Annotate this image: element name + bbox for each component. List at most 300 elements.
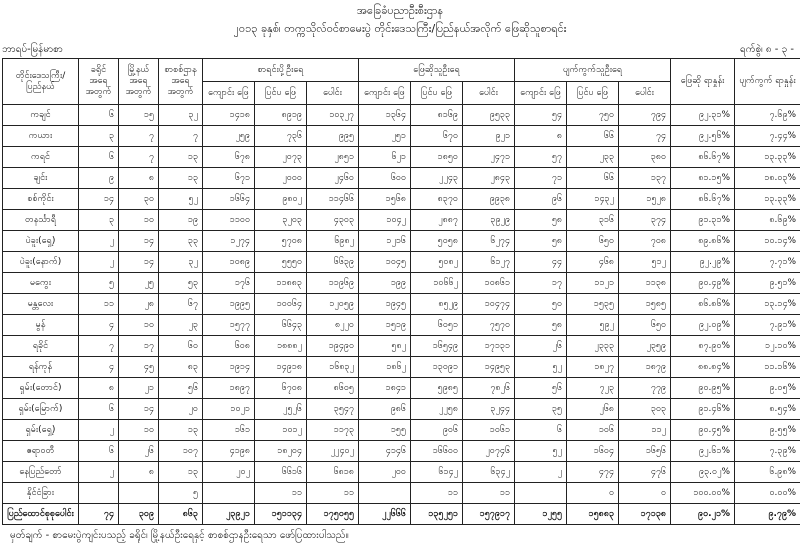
value-cell: ၈၉.၈၆% — [671, 231, 735, 252]
value-cell: ၆၇၀ — [411, 126, 463, 147]
value-cell: ၅၂ — [515, 357, 567, 378]
value-cell: ၁၃.၁၄% — [735, 294, 800, 315]
value-cell: ၂ — [515, 462, 567, 483]
value-cell: ၆၃၄၂ — [463, 462, 515, 483]
value-cell: ၈၃ — [159, 357, 203, 378]
value-cell: ၂၃ — [159, 315, 203, 336]
value-cell: ၇၀၈ — [619, 231, 671, 252]
value-cell: ၁၀ — [119, 315, 159, 336]
value-cell: ၉.၇၉% — [735, 504, 800, 525]
value-cell: ၂၀ — [159, 399, 203, 420]
table-row — [3, 483, 800, 504]
header-districts: ခရိုင် အရေ အတွက် — [79, 59, 119, 105]
value-cell: ၁၁ — [463, 483, 515, 504]
value-cell: ၂၄၇၁ — [463, 147, 515, 168]
value-cell: ၉၀.၉၅% — [671, 378, 735, 399]
value-cell: ၁၅၁၉ — [359, 315, 411, 336]
report-title: ၂၀၁၃ ခုနှစ်၊ တက္ကသိုလ်ဝင်စာမေးပွဲ တိုင်းဒေသကြီး/ပြည်နယ်အလိုက် ဖြေဆိုသူစာရင်း — [233, 22, 567, 35]
value-cell: ၁၀၈၉ — [203, 252, 255, 273]
value-cell: ၅၈ — [515, 231, 567, 252]
region-cell: ကယား — [3, 126, 79, 147]
value-cell: ၄၃၀၃ — [307, 210, 359, 231]
value-cell: ၉၂.၂၉% — [671, 252, 735, 273]
table-row — [3, 420, 800, 441]
value-cell: ၇၁ — [515, 168, 567, 189]
header-region: တိုင်းဒေသကြီး/ ပြည်နယ် — [3, 59, 79, 105]
value-cell: ၁၇၅၀၅၅ — [307, 504, 359, 525]
value-cell: ၅၀၅၈ — [411, 231, 463, 252]
value-cell: ၁၀၄၅ — [359, 252, 411, 273]
value-cell: ၅၂ — [515, 441, 567, 462]
value-cell: ၉၀.၄၅% — [671, 420, 735, 441]
value-cell: ၁၀၄၂ — [359, 210, 411, 231]
value-cell: ၈၅၂၉ — [411, 294, 463, 315]
value-cell: ၉၁.၄၆% — [671, 399, 735, 420]
value-cell: ၁၄၃၂ — [567, 189, 619, 210]
value-cell: ၆၀၈ — [203, 336, 255, 357]
table-row — [3, 357, 800, 378]
value-cell: ၅၃ — [159, 273, 203, 294]
value-cell: ၂၃၅၉ — [619, 336, 671, 357]
value-cell: ၁၀၁၂ — [255, 420, 307, 441]
value-cell: ၂ — [79, 252, 119, 273]
value-cell: ၄၇၄ — [567, 462, 619, 483]
region-cell: စစ်ကိုင်း — [3, 189, 79, 210]
value-cell: ၂၂၄၃ — [411, 168, 463, 189]
value-cell: ၆၂၁ — [359, 147, 411, 168]
value-cell: ၈.၅၄% — [735, 399, 800, 420]
value-cell: ၂ — [79, 420, 119, 441]
value-cell: ၁၁ — [411, 483, 463, 504]
table-row — [3, 273, 800, 294]
value-cell: ၁၈၄၁ — [359, 378, 411, 399]
value-cell: ၁၆၀၄ — [567, 441, 619, 462]
table-row — [3, 252, 800, 273]
value-cell: ၁၁.၁၆% — [735, 357, 800, 378]
value-cell: ၅၇ — [515, 147, 567, 168]
value-cell: ၉၃.၀၂% — [671, 462, 735, 483]
value-cell: ၃၂ — [159, 252, 203, 273]
results-table — [2, 58, 800, 525]
value-cell: ၁၃၆၄ — [359, 105, 411, 126]
value-cell: ၉ — [79, 168, 119, 189]
subheader-school: ကျောင်း ဖြေ — [359, 82, 411, 105]
footnote: မှတ်ချက် - စာမေးပွဲကျင်းပသည့် ခရိုင်၊ မြို့နယ်ဦးရေနှင့် စာစစ်ဌာနဦးရေသာ ဖော်ပြထားပါသည်။ — [10, 530, 349, 541]
value-cell: ၉၈၀၂ — [255, 189, 307, 210]
value-cell: ၁၈၅၀ — [411, 147, 463, 168]
value-cell: ၆ — [515, 420, 567, 441]
value-cell: ၆၇၀၈ — [255, 378, 307, 399]
value-cell: ၇၄ — [619, 126, 671, 147]
value-cell: ၆၅၀ — [567, 231, 619, 252]
value-cell: ၁၇၁၃၁ — [463, 336, 515, 357]
region-cell: ရှမ်း(တောင်) — [3, 378, 79, 399]
value-cell: ၄ — [79, 357, 119, 378]
table-row — [3, 462, 800, 483]
value-cell: ၇၃၆ — [255, 126, 307, 147]
value-cell: ၈၆.၆၇% — [671, 147, 735, 168]
value-cell: ၅ — [159, 483, 203, 504]
value-cell: ၂၂၆၆၆ — [359, 504, 411, 525]
value-cell: ၆ — [79, 399, 119, 420]
value-cell: ၁၀၃၂၇ — [307, 105, 359, 126]
value-cell: ၆၆ — [567, 168, 619, 189]
region-cell: မွန် — [3, 315, 79, 336]
value-cell: ၁၃.၃၃% — [735, 189, 800, 210]
table-row — [3, 315, 800, 336]
value-cell: ၂၂၅၈ — [411, 399, 463, 420]
value-cell: ၃၇၄ — [619, 210, 671, 231]
value-cell: ၂၅၁ — [359, 126, 411, 147]
table-row — [3, 105, 800, 126]
value-cell: ၇.၉၁% — [735, 315, 800, 336]
value-cell: ၆၆၄၃ — [255, 315, 307, 336]
value-cell: ၆၅၀ — [619, 315, 671, 336]
value-cell: ၈၆၀၅ — [307, 378, 359, 399]
value-cell: ၈၆၃ — [159, 504, 203, 525]
header-townships: မြို့နယ် အရေ အတွက် — [119, 59, 159, 105]
value-cell: ၆၆ — [567, 126, 619, 147]
value-cell: ၉၀၆ — [411, 420, 463, 441]
value-cell: ၁၀၀၆၄ — [255, 294, 307, 315]
table-row — [3, 210, 800, 231]
value-cell: ၁၅၇၉၁၇ — [463, 504, 515, 525]
value-cell: ၈၃၇၀ — [411, 189, 463, 210]
value-cell: ၅၈ — [515, 315, 567, 336]
value-cell: ၁၈၈၈၂ — [255, 336, 307, 357]
value-cell: ၂၀၀၀ — [255, 168, 307, 189]
value-cell: ၁၇၁၃၈ — [619, 504, 671, 525]
region-cell: မကွေး — [3, 273, 79, 294]
value-cell: ၇ — [79, 336, 119, 357]
value-cell: ၈ — [119, 168, 159, 189]
value-cell: ၇၄ — [79, 504, 119, 525]
value-cell: ၁၁၇၃ — [307, 420, 359, 441]
value-cell: ၂၃၃ — [567, 147, 619, 168]
value-cell: ၈၁၆၉ — [411, 105, 463, 126]
value-cell: ၁၅၂၈ — [619, 189, 671, 210]
value-cell: ၄၆၈ — [567, 252, 619, 273]
value-cell: ၆၆၁၆ — [255, 462, 307, 483]
region-cell: ပြည်ထောင်စုစုပေါင်း — [3, 504, 79, 525]
value-cell: ၆.၉၈% — [735, 462, 800, 483]
value-cell: ၆ — [79, 105, 119, 126]
value-cell — [515, 483, 567, 504]
value-cell: ၁၈၂၇ — [567, 357, 619, 378]
header-registered: စာရင်းပို့ဦးရေ — [203, 59, 359, 82]
value-cell: ၇၇၉ — [619, 378, 671, 399]
region-cell: ကရင် — [3, 147, 79, 168]
value-cell: ၃၁၆ — [567, 210, 619, 231]
value-cell: ၇၅၇၀ — [463, 315, 515, 336]
value-cell: ၇၂၃ — [567, 378, 619, 399]
value-cell: ၁၀၆၆၂ — [411, 273, 463, 294]
value-cell: ၉၂.၀၉% — [671, 315, 735, 336]
value-cell: ၉.၅၁% — [735, 273, 800, 294]
value-cell: ၈၆.၆၇% — [671, 189, 735, 210]
value-cell: ၆၀၀ — [359, 168, 411, 189]
value-cell: ၁၄ — [119, 399, 159, 420]
value-cell: ၁၄၁၈ — [203, 105, 255, 126]
value-cell: ၂၃၃၃ — [567, 336, 619, 357]
value-cell: ၂၅ — [119, 273, 159, 294]
subheader-total: ပေါင်း — [307, 82, 359, 105]
subject-label: ဘာရပ်-မြန်မာစာ — [2, 44, 63, 55]
value-cell: ၂၈၈၇ — [411, 210, 463, 231]
value-cell: ၁၁ — [307, 483, 359, 504]
subheader-school: ကျောင်း ဖြေ — [515, 82, 567, 105]
value-cell: ၁၇ — [515, 273, 567, 294]
value-cell: ၁၉ — [159, 210, 203, 231]
region-cell: ပဲခူး(ရှေ့) — [3, 231, 79, 252]
value-cell: ၃ — [79, 210, 119, 231]
value-cell: ၁၆၆၀၀ — [411, 441, 463, 462]
table-row — [3, 399, 800, 420]
table-row — [3, 231, 800, 252]
region-cell: ရန်ကုန် — [3, 357, 79, 378]
region-cell: ရှမ်း(မြောက်) — [3, 399, 79, 420]
value-cell: ၁၅၇၇ — [203, 315, 255, 336]
region-cell: ချင်း — [3, 168, 79, 189]
value-cell: ၁၈၇၉ — [619, 357, 671, 378]
value-cell: ၁၉၉ — [359, 273, 411, 294]
value-cell: ၈.၆၉% — [735, 210, 800, 231]
value-cell: ၁၃.၃၃% — [735, 147, 800, 168]
value-cell: ၆၀၅၁ — [411, 315, 463, 336]
value-cell: ၂၄၆၀ — [307, 168, 359, 189]
value-cell: ၂၁ — [119, 378, 159, 399]
subheader-total: ပေါင်း — [463, 82, 515, 105]
value-cell: ၅၈၂ — [359, 336, 411, 357]
value-cell: ၉၂.၃၁% — [671, 105, 735, 126]
value-cell — [359, 483, 411, 504]
value-cell: ၁၁ — [79, 294, 119, 315]
value-cell: ၆ — [79, 441, 119, 462]
value-cell: ၄၅ — [119, 357, 159, 378]
date-label: ရက်စွဲ၊ ၈ - ၃ - — [739, 44, 794, 55]
value-cell: ၁၅ — [119, 105, 159, 126]
value-cell: ၄၁၉၈ — [203, 441, 255, 462]
value-cell: ၁၀.၁၄% — [735, 231, 800, 252]
value-cell: ၇.၇၁% — [735, 252, 800, 273]
subheader-private: ပြင်ပ ဖြေ — [411, 82, 463, 105]
value-cell: ၄၇၆ — [619, 462, 671, 483]
value-cell: ၅၉၈၅ — [411, 378, 463, 399]
value-cell: ၂၀၇၃ — [255, 147, 307, 168]
value-cell: ၁၁ — [255, 483, 307, 504]
table-row — [3, 147, 800, 168]
value-cell: ၁၈၆၂ — [359, 357, 411, 378]
value-cell: ၉၁.၃၁% — [671, 210, 735, 231]
value-cell: ၆၇ — [159, 294, 203, 315]
value-cell: ၂၆ — [119, 441, 159, 462]
total-row — [3, 504, 800, 525]
value-cell: ၂၀၂ — [203, 462, 255, 483]
value-cell: ၉၂၁ — [463, 126, 515, 147]
value-cell: ၃၂ — [159, 105, 203, 126]
value-cell: ၁၄၉၁၈ — [255, 357, 307, 378]
value-cell: ၂၈ — [119, 294, 159, 315]
value-cell: ၁၁၀၀ — [203, 210, 255, 231]
value-cell: ၁၈.၀၃% — [735, 168, 800, 189]
value-cell: ၄ — [79, 315, 119, 336]
value-cell: ၁၀၈၆၁ — [463, 273, 515, 294]
value-cell: ၉၈၆ — [359, 399, 411, 420]
value-cell: ၅၉၂ — [567, 315, 619, 336]
value-cell: ၁၆၈၃၂ — [307, 357, 359, 378]
value-cell: ၃၀၃ — [619, 399, 671, 420]
value-cell: ၁၄ — [119, 252, 159, 273]
value-cell: ၁၃၇ — [619, 168, 671, 189]
region-cell: ရခိုင် — [3, 336, 79, 357]
table-row — [3, 378, 800, 399]
value-cell: ၇.၆၉% — [735, 105, 800, 126]
value-cell: ၅၄ — [515, 105, 567, 126]
value-cell: ၉၂.၆၁% — [671, 441, 735, 462]
value-cell: ၂၈၄၃ — [463, 168, 515, 189]
value-cell: ၁၄ — [79, 189, 119, 210]
value-cell: ၈၂၂၀ — [307, 315, 359, 336]
value-cell: ၂၀၀ — [359, 462, 411, 483]
value-cell: ၂ — [79, 462, 119, 483]
header-centers: စာစစ်ဌာန အရေ အတွက် — [159, 59, 203, 105]
value-cell: ၇ — [159, 126, 203, 147]
region-cell: နေပြည်တော် — [3, 462, 79, 483]
region-cell: ရှမ်း(ရှေ့) — [3, 420, 79, 441]
value-cell: ၁၄ — [119, 231, 159, 252]
value-cell: ၆၂၇၄ — [463, 231, 515, 252]
value-cell: ၈၆.၈၆% — [671, 294, 735, 315]
value-cell: ၇.၃၉% — [735, 441, 800, 462]
value-cell: ၉.၀၅% — [735, 378, 800, 399]
value-cell: ၁၀၇ — [159, 441, 203, 462]
value-cell: ၁၂၁၆ — [359, 231, 411, 252]
value-cell: ၇ — [119, 126, 159, 147]
value-cell: ၁၂၀၅၉ — [307, 294, 359, 315]
value-cell: ၄၄ — [515, 252, 567, 273]
table-row — [3, 294, 800, 315]
value-cell: ၁၂.၁၀% — [735, 336, 800, 357]
region-cell: နိုင်ငံခြား — [3, 483, 79, 504]
value-cell: ၁၀၄၇၄ — [463, 294, 515, 315]
value-cell: ၁၃၀၉၁ — [411, 357, 463, 378]
value-cell: ၁၇ — [119, 336, 159, 357]
value-cell: ၁၆၁ — [203, 420, 255, 441]
value-cell: ၃၃ — [159, 231, 203, 252]
value-cell: ၅၅၅၀ — [255, 252, 307, 273]
value-cell: ၃၅ — [515, 399, 567, 420]
value-cell: ၅ — [79, 273, 119, 294]
value-cell: ၁၅၅ — [359, 420, 411, 441]
table-row — [3, 168, 800, 189]
table-row — [3, 336, 800, 357]
value-cell: ၆ — [79, 147, 119, 168]
value-cell: ၁၅၆၈ — [359, 189, 411, 210]
value-cell: ၈ — [79, 378, 119, 399]
value-cell: ၁၇၆ — [203, 273, 255, 294]
value-cell: ၁၃ — [159, 462, 203, 483]
value-cell — [79, 483, 119, 504]
value-cell: ၅၈ — [515, 210, 567, 231]
value-cell: ၈ — [515, 126, 567, 147]
value-cell: ၁၆၆၄ — [203, 189, 255, 210]
subheader-total: ပေါင်း — [619, 82, 671, 105]
value-cell: ၁၀ — [119, 420, 159, 441]
region-cell: ဧရာဝတီ — [3, 441, 79, 462]
department-title: အခြေခံပညာဦးစီးဌာန — [356, 4, 444, 17]
value-cell: ၆၉၈၂ — [307, 231, 359, 252]
region-cell: မန္တလေး — [3, 294, 79, 315]
value-cell: ၁၉၁၄ — [203, 357, 255, 378]
value-cell: ၁၅၁၁၃၄ — [255, 504, 307, 525]
value-cell: ၁၁၉၆၉ — [307, 273, 359, 294]
value-cell: ၉၉၅ — [307, 126, 359, 147]
value-cell: ၉၆ — [515, 189, 567, 210]
value-cell: ၃၀၉ — [119, 504, 159, 525]
value-cell: ၁၉၄၉၀ — [307, 336, 359, 357]
value-cell: ၆၇၁ — [203, 168, 255, 189]
table-body — [3, 105, 800, 525]
value-cell: ၀.၀၀% — [735, 483, 800, 504]
value-cell: ၁၁၈၈၃ — [255, 273, 307, 294]
value-cell: ၅၇၀၈ — [255, 231, 307, 252]
subheader-private: ပြင်ပ ဖြေ — [567, 82, 619, 105]
value-cell: ၁၃၅၂၅၁ — [411, 504, 463, 525]
header-absent-pct: ပျက်ကွက် ရာနှုန်း — [735, 59, 800, 105]
header-absent: ပျက်ကွက်သူဦးရေ — [515, 59, 671, 82]
header-sat-pct: ဖြေဆို ရာနှုန်း — [671, 59, 735, 105]
value-cell: ၁၀ — [119, 210, 159, 231]
value-cell: ၆၀ — [159, 336, 203, 357]
region-cell: ပဲခူး(နောက်) — [3, 252, 79, 273]
value-cell — [119, 483, 159, 504]
value-cell: ၆၇၈ — [203, 147, 255, 168]
value-cell: ၁၅၈၈၃ — [567, 504, 619, 525]
value-cell: ၂၆ — [515, 336, 567, 357]
value-cell: ၉၀.၄၉% — [671, 273, 735, 294]
value-cell: ၆၆၃၉ — [307, 252, 359, 273]
value-cell: ၁၄၉၅၃ — [463, 357, 515, 378]
value-cell: ၁၃ — [159, 420, 203, 441]
value-cell: ၁၁၂ — [619, 420, 671, 441]
value-cell: ၃၈၀ — [619, 147, 671, 168]
subheader-private: ပြင်ပ ဖြေ — [255, 82, 307, 105]
value-cell: ၁၉၉၅ — [203, 294, 255, 315]
region-cell: ကချင် — [3, 105, 79, 126]
value-cell: ၁၆၅၆ — [619, 441, 671, 462]
value-cell: ၆၁၄၂ — [411, 462, 463, 483]
value-cell: ၂၆၈ — [567, 399, 619, 420]
value-cell: ၅၀၈၂ — [411, 252, 463, 273]
value-cell: ၅၁၂ — [619, 252, 671, 273]
value-cell: ၁၅၃၅ — [567, 294, 619, 315]
value-cell: ၈၉၁၉ — [255, 105, 307, 126]
subheader-school: ကျောင်း ဖြေ — [203, 82, 255, 105]
value-cell: ၀ — [619, 483, 671, 504]
value-cell: ၇၅၀ — [567, 105, 619, 126]
value-cell: ၆၁၂၇ — [463, 252, 515, 273]
value-cell: ၀ — [567, 483, 619, 504]
value-cell: ၂၅၉ — [203, 126, 255, 147]
value-cell: ၁၃ — [159, 168, 203, 189]
value-cell: ၉.၅၅% — [735, 420, 800, 441]
header-sat: ဖြေဆိုသူဦးရေ — [359, 59, 515, 82]
value-cell: ၁၀၀.၀၀% — [671, 483, 735, 504]
value-cell: ၈ — [119, 462, 159, 483]
value-cell: ၃၂၄၄ — [463, 399, 515, 420]
value-cell: ၅၆ — [159, 378, 203, 399]
value-cell: ၇၉၄ — [619, 105, 671, 126]
